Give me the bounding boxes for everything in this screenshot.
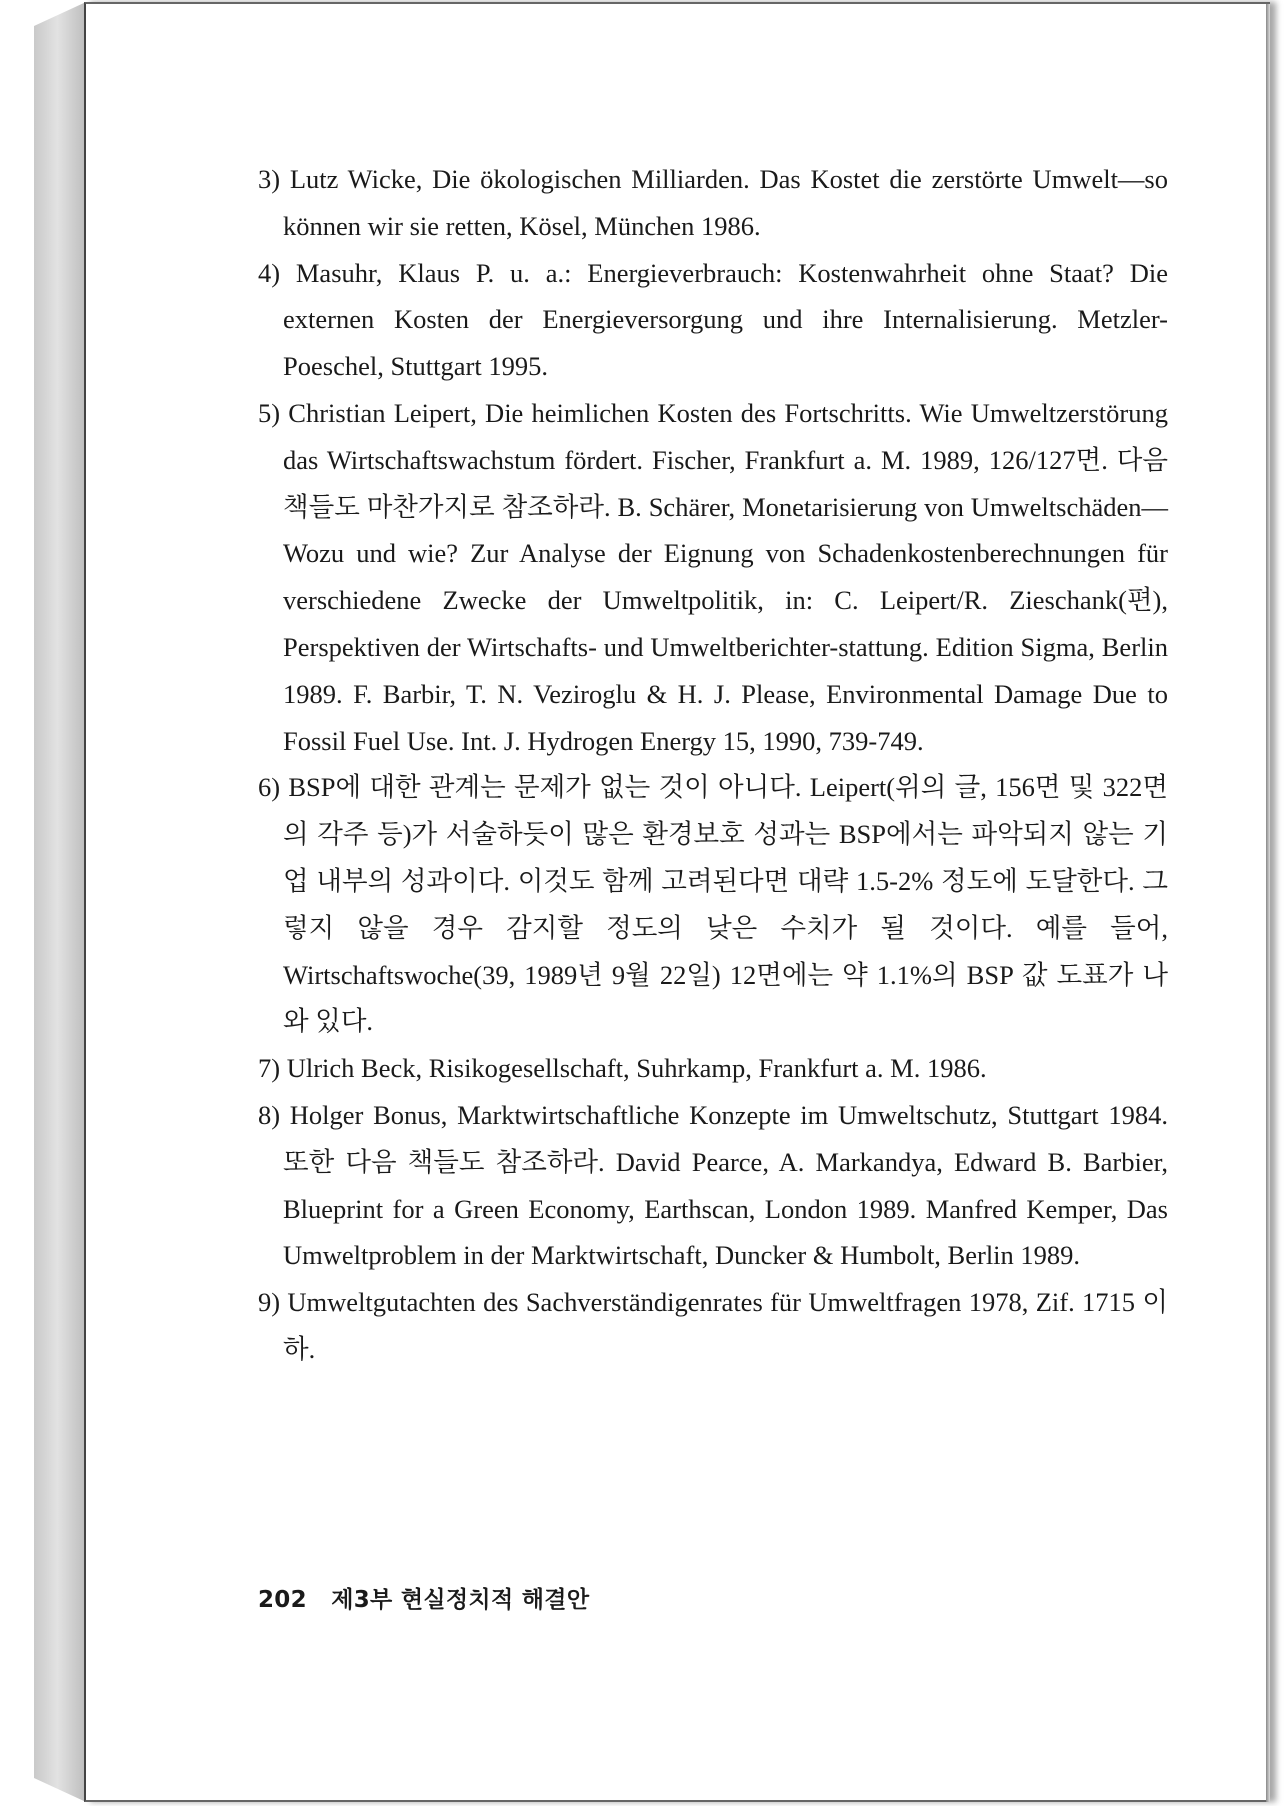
footnote-9: 9) Umweltgutachten des Sachverständigenrates für Umweltfragen 1978, Zif. 1715 이하. — [258, 1287, 1168, 1364]
footnote-3: 3) Lutz Wicke, Die ökologischen Milliarden. Das Kostet die zerstörte Umwelt—so können wir sie retten, Kösel, München 1986. — [258, 164, 1168, 241]
footnote-4: 4) Masuhr, Klaus P. u. a.: Energieverbrauch: Kostenwahrheit ohne Staat? Die externen Kosten der Energieversorgung und ihre Internalisierung. Metzler-Poeschel, Stuttgart 1995. — [258, 257, 1168, 382]
footnote-7: 7) Ulrich Beck, Risikogesellschaft, Suhrkamp, Frankfurt a. M. 1986. — [258, 1053, 987, 1084]
footnote-6: 6) BSP에 대한 관계는 문제가 없는 것이 아니다. Leipert(위의 글, 156면 및 322면의 각주 등)가 서술하듯이 많은 환경보호 성과는 BSP에서는 파악되지 않는 기업 내부의 성과이다. 이것도 함께 고려된다면 대략 1.5-2% 정도에 도달한다. 그렇지 않을 경우 감지할 정도의 낮은 수치가 될 것이다. 예를 들어, Wirtschaftswoche(39, 1989년 9월 22일) 12면에는 약 1.1%의 BSP 값 도표가 나와 있다. — [258, 772, 1168, 1037]
footnote-5: 5) Christian Leipert, Die heimlichen Kosten des Fortschritts. Wie Umweltzerstörung das Wirtschaftswachstum fördert. Fischer, Frankfurt a. M. 1989, 126/127면. 다음 책들도 마찬가지로 참조하라. B. Schärer, Monetarisierung von Umweltschäden—Wozu und wie? Zur Analyse der Eignung von Schadenkostenberechnungen für verschiedene Zwecke der Umweltpolitik, in: C. Leipert/R. Zieschank(편), Perspektiven der Wirtschafts- und Umweltberichter-stattung. Edition Sigma, Berlin 1989. F. Barbir, T. N. Veziroglu & H. J. Please, Environmental Damage Due to Fossil Fuel Use. Int. J. Hydrogen Energy 15, 1990, 739-749. — [258, 397, 1168, 756]
book-spine — [34, 2, 86, 1802]
section-title: 제3부 현실정치적 해결안 — [331, 1587, 590, 1613]
page-edge — [1266, 4, 1270, 1802]
footnotes — [258, 156, 1168, 1373]
footnote-8: 8) Holger Bonus, Marktwirtschaftliche Konzepte im Umweltschutz, Stuttgart 1984. 또한 다음 책들도 참조하라. David Pearce, A. Markandya, Edward B. Barbier, Blueprint for a Green Economy, Earthscan, London 1989. Manfred Kemper, Das Umweltproblem in der Marktwirtschaft, Duncker & Humbolt, Berlin 1989. — [258, 1099, 1168, 1271]
page-footer — [258, 1581, 589, 1614]
page-number: 202 — [258, 1587, 307, 1613]
